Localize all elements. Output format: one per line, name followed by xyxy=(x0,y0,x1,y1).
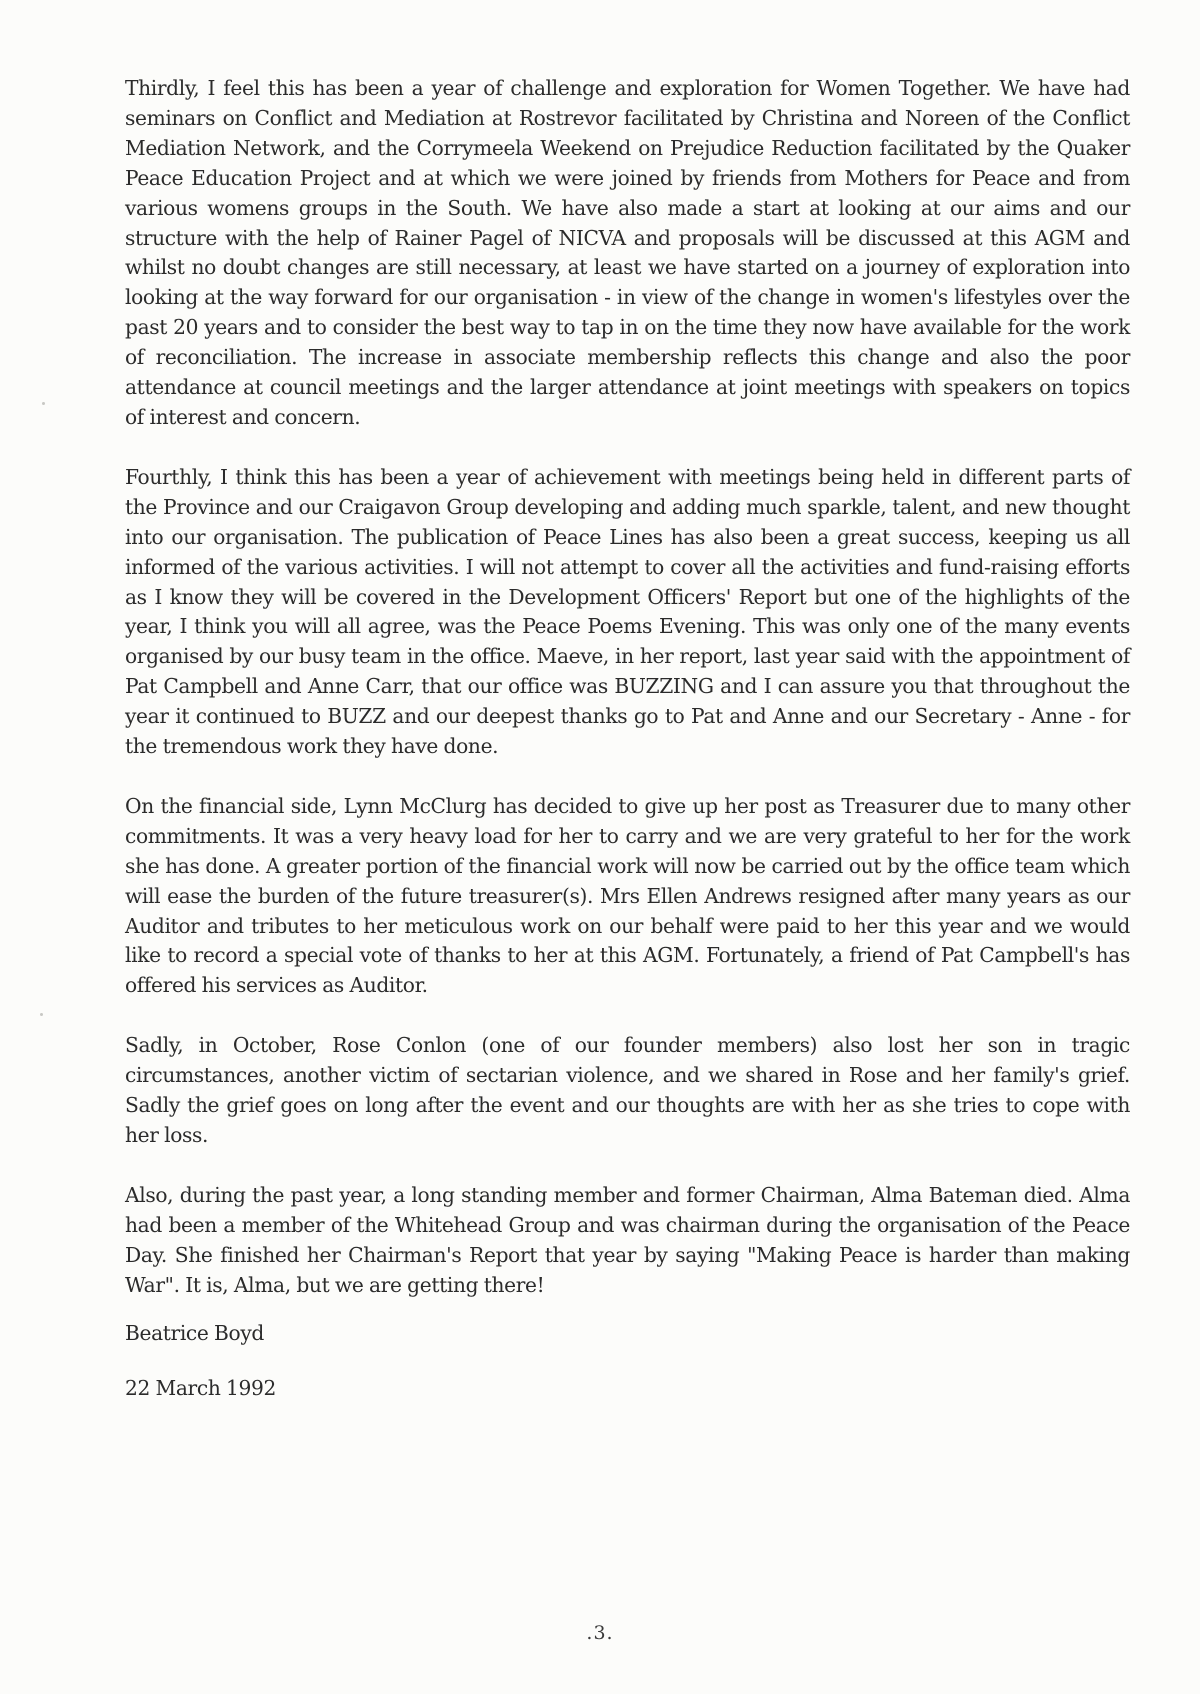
scan-speck xyxy=(40,1013,43,1016)
paragraph-fourthly: Fourthly, I think this has been a year of achievement with meetings being held in different parts of the Province and our Craigavon Group developing and adding much sparkle, talent, and new thought into our organisation. The publication of Peace Lines has also been a great success, keeping us all informed of the various activities. I will not attempt to cover all the activities and fund-raising efforts as I know they will be covered in the Development Officers' Report but one of the highlights of the year, I think you will all agree, was the Peace Poems Evening. This was only one of the many events organised by our busy team in the office. Maeve, in her report, last year said with the appointment of Pat Campbell and Anne Carr, that our office was BUZZING and I can assure you that throughout the year it continued to BUZZ and our deepest thanks go to Pat and Anne and our Secretary - Anne - for the tremendous work they have done. xyxy=(125,464,1130,759)
signature: Beatrice Boyd xyxy=(125,1320,264,1345)
paragraph-financial: On the financial side, Lynn McClurg has decided to give up her post as Treasurer due to many other commitments. It was a very heavy load for her to carry and we are very grateful to her for the work she has done. A greater portion of the financial work will now be carried out by the office team which will ease the burden of the future treasurer(s). Mrs Ellen Andrews resigned after many years as our Auditor and tributes to her meticulous work on our behalf were paid to her this year and we would like to record a special vote of thanks to her at this AGM. Fortunately, a friend of Pat Campbell's has offered his services as Auditor. xyxy=(125,793,1130,998)
page-number: .3. xyxy=(586,1622,614,1644)
paragraph-alma-bateman: Also, during the past year, a long standing member and former Chairman, Alma Bateman died. Alma had been a member of the Whitehead Group and was chairman during the organisation of the Peace Day. She finished her Chairman's Report that year by saying "Making Peace is harder than making War". It is, Alma, but we are getting there! xyxy=(125,1182,1130,1297)
paragraph-thirdly: Thirdly, I feel this has been a year of challenge and exploration for Women Together. We have had seminars on Conflict and Mediation at Rostrevor facilitated by Christina and Noreen of the Conflict Mediation Network, and the Corrymeela Weekend on Prejudice Reduction facilitated by the Quaker Peace Education Project and at which we were joined by friends from Mothers for Peace and from various womens groups in the South. We have also made a start at looking at our aims and our structure with the help of Rainer Pagel of NICVA and proposals will be discussed at this AGM and whilst no doubt changes are still necessary, at least we have started on a journey of exploration into looking at the way forward for our organisation - in view of the change in women's lifestyles over the past 20 years and to consider the best way to tap in on the time they now have available for the work of reconciliation. The increase in associate membership reflects this change and also the poor attendance at council meetings and the larger attendance at joint meetings with speakers on topics of interest and concern. xyxy=(125,76,1130,429)
paragraph-rose-conlon: Sadly, in October, Rose Conlon (one of our founder members) also lost her son in tragic circumstances, another victim of sectarian violence, and we shared in Rose and her family's grief. Sadly the grief goes on long after the event and our thoughts are with her as she tries to cope with her loss. xyxy=(125,1033,1130,1147)
scan-speck xyxy=(42,402,45,405)
document-body xyxy=(125,74,1130,1404)
document-date: 22 March 1992 xyxy=(125,1376,277,1401)
